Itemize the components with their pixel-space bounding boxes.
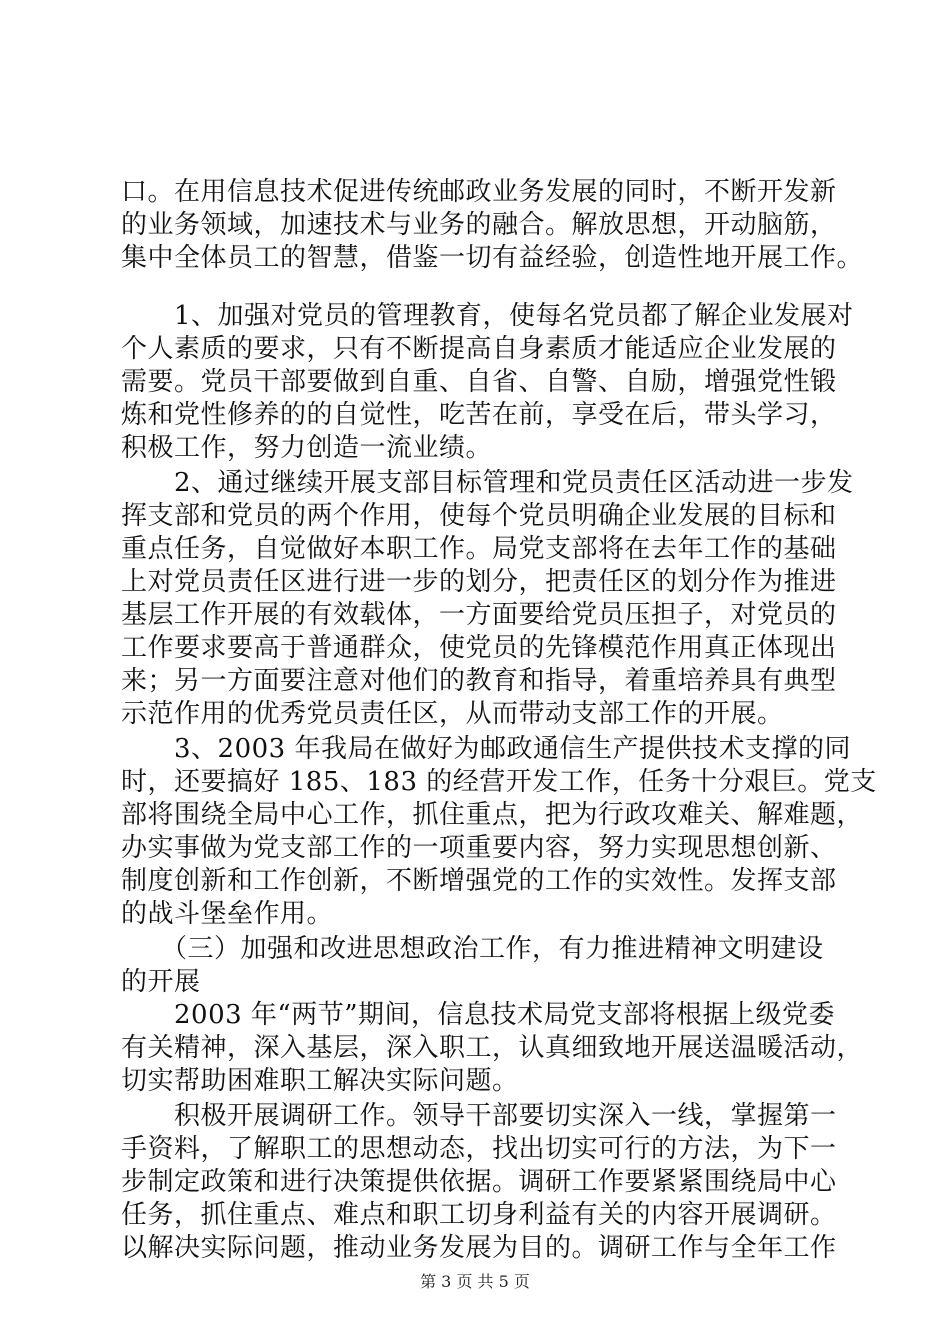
text-line: 2、通过继续开展支部目标管理和党员责任区活动进一步发 bbox=[121, 468, 854, 498]
text-line: 集中全体员工的智慧，借鉴一切有益经验，创造性地开展工作。 bbox=[121, 243, 864, 273]
text-line: 手资料，了解职工的思想动态，找出切实可行的方法，为下一 bbox=[121, 1134, 837, 1164]
text-line: 重点任务，自觉做好本职工作。局党支部将在去年工作的基础 bbox=[121, 534, 837, 564]
text-line: 积极开展调研工作。领导干部要切实深入一线，掌握第一 bbox=[121, 1101, 837, 1131]
text-line: 的战斗堡垒作用。 bbox=[121, 899, 334, 929]
text-line: 切实帮助困难职工解决实际问题。 bbox=[121, 1066, 519, 1096]
text-line: 制度创新和工作创新，不断增强党的工作的实效性。发挥支部 bbox=[121, 866, 837, 896]
text-line: 炼和党性修养的的自觉性，吃苦在前，享受在后，带头学习， bbox=[121, 400, 837, 430]
text-line: 2003 年“两节”期间，信息技术局党支部将根据上级党委 bbox=[121, 1000, 836, 1030]
text-line: 时，还要搞好 185、183 的经营开发工作，任务十分艰巨。党支 bbox=[121, 767, 877, 797]
section-heading: 的开展 bbox=[121, 967, 201, 997]
text-line: 步制定政策和进行决策提供依据。调研工作要紧紧围绕局中心 bbox=[121, 1167, 837, 1197]
text-line: 上对党员责任区进行进一步的划分，把责任区的划分作为推进 bbox=[121, 567, 837, 597]
text-line: 的业务领域，加速技术与业务的融合。解放思想，开动脑筋， bbox=[121, 210, 837, 240]
text-line: 个人素质的要求，只有不断提高自身素质才能适应企业发展的 bbox=[121, 334, 837, 364]
text-line: 任务，抓住重点、难点和职工切身利益有关的内容开展调研。 bbox=[121, 1200, 837, 1230]
text-line: 3、2003 年我局在做好为邮政通信生产提供技术支撑的同 bbox=[121, 734, 851, 764]
text-line: 以解决实际问题，推动业务发展为目的。调研工作与全年工作 bbox=[121, 1233, 837, 1263]
page-number-footer: 第 3 页 共 5 页 bbox=[420, 1272, 530, 1291]
text-line: 部将围绕全局中心工作，抓住重点，把为行政攻难关、解难题， bbox=[121, 800, 864, 830]
text-line: 积极工作，努力创造一流业绩。 bbox=[121, 433, 493, 463]
text-line: 工作要求要高于普通群众，使党员的先锋模范作用真正体现出 bbox=[121, 633, 837, 663]
text-line: 口。在用信息技术促进传统邮政业务发展的同时，不断开发新 bbox=[121, 177, 837, 207]
text-line: 挥支部和党员的两个作用，使每个党员明确企业发展的目标和 bbox=[121, 501, 837, 531]
text-line: 示范作用的优秀党员责任区，从而带动支部工作的开展。 bbox=[121, 699, 784, 729]
section-heading: （三）加强和改进思想政治工作，有力推进精神文明建设 bbox=[121, 934, 824, 964]
text-line: 来；另一方面要注意对他们的教育和指导，着重培养具有典型 bbox=[121, 666, 837, 696]
text-line: 基层工作开展的有效载体，一方面要给党员压担子，对党员的 bbox=[121, 600, 837, 630]
text-line: 办实事做为党支部工作的一项重要内容，努力实现思想创新、 bbox=[121, 833, 837, 863]
text-line: 有关精神，深入基层，深入职工，认真细致地开展送温暖活动， bbox=[121, 1033, 864, 1063]
text-line: 1、加强对党员的管理教育，使每名党员都了解企业发展对 bbox=[121, 301, 854, 331]
text-line: 需要。党员干部要做到自重、自省、自警、自励，增强党性锻 bbox=[121, 367, 837, 397]
